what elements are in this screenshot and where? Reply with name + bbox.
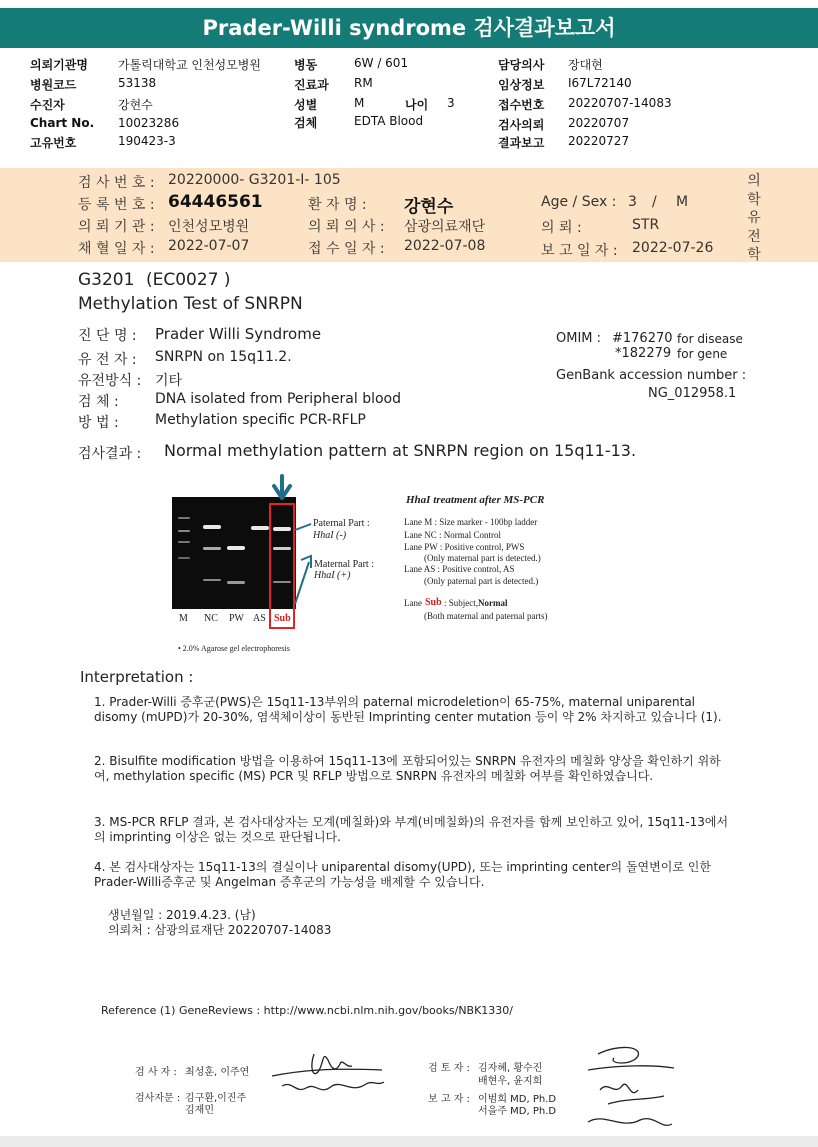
header-label-chart-no: Chart No. <box>30 116 95 130</box>
omim-disease: #176270 <box>612 331 673 346</box>
legend-line: Lane M : Size marker - 100bp ladder <box>404 517 538 527</box>
interpretation-paragraph-1: 1. Prader-Willi 증후군(PWS)은 15q11-13부위의 paternal microdeletion이 65-75%, maternal uniparental disomy (mUPD)가 20-30%, 염색체이상이 동반된 Imprinting center mutation 등이 약 2% 차지하고 있습니다 (1). <box>94 695 722 724</box>
row-value-specimen: DNA isolated from Peripheral blood <box>155 391 402 407</box>
row-value-diagnosis: Prader Willi Syndrome <box>155 325 322 343</box>
band-value-collect-date: 2022-07-07 <box>168 238 250 254</box>
header-value-age: 3 <box>447 96 455 110</box>
reviewer-value-2: 배현우, 윤지희 <box>478 1076 543 1087</box>
side-char: 학 <box>747 191 761 208</box>
legend-line: Lane PW : Positive control, PWS <box>404 542 525 552</box>
header-value-result-date: 20220727 <box>568 134 630 148</box>
row-label-diagnosis: 진 단 명 : <box>78 328 137 344</box>
header-value-patient: 강현수 <box>118 98 153 112</box>
omim-gene-note: for gene <box>677 347 728 361</box>
advisor-value-2: 김재민 <box>185 1105 214 1116</box>
band-label-test-no: 검 사 번 호 : <box>78 175 155 191</box>
header-value-ward: 6W / 601 <box>354 56 409 70</box>
band-sex-separator: / <box>652 194 657 210</box>
band-value-reg-no: 64446561 <box>168 192 263 212</box>
reviewer-value-1: 김자혜, 황수진 <box>478 1063 543 1074</box>
side-char: 전 <box>747 228 761 245</box>
lane-label-nc: NC <box>204 613 218 624</box>
test-name: Methylation Test of SNRPN <box>78 294 303 314</box>
legend-line: Lane AS : Positive control, AS <box>404 564 515 574</box>
paternal-part-label: Paternal Part : <box>313 518 370 529</box>
band-value-report-date: 2022-07-26 <box>632 240 714 256</box>
row-value-method: Methylation specific PCR-RFLP <box>155 412 366 428</box>
interpretation-title: Interpretation : <box>80 668 194 686</box>
band-side-label <box>744 172 764 265</box>
band-label-req-doctor: 의 뢰 의 사 : <box>308 219 385 235</box>
test-ec-code: (EC0027 ) <box>146 270 231 290</box>
reporter-value-2: 서을주 MD, Ph.D <box>478 1106 557 1117</box>
header-value-hospital-code: 53138 <box>118 76 157 90</box>
header-label-ward: 병동 <box>294 58 318 72</box>
gel-footnote: • 2.0% Agarose gel electrophoresis <box>178 644 290 653</box>
tester-value: 최성훈, 이주연 <box>185 1067 250 1078</box>
reviewer-signature <box>568 1040 678 1136</box>
legend-line: Lane NC : Normal Control <box>404 530 501 540</box>
interpretation-paragraph-3: 3. MS-PCR RFLP 결과, 본 검사대상자는 모계(메칠화)와 부계(비메칠화)의 유전자를 함께 보인하고 있어, 15q11-13에서의 imprinting 이상은 없는 것으로 판단됩니다. <box>94 815 729 844</box>
interpretation-paragraph-2: 2. Bisulfite modification 방법을 이용하여 15q11-13에 포함되어있는 SNRPN 유전자의 메칠화 양상을 확인하기 위하여, methylation specific (MS) PCR 및 RFLP 방법으로 SNRPN 유전자의 메칠화 여부를 확인하였습니다. <box>94 754 721 783</box>
row-label-specimen: 검 체 : <box>78 394 119 410</box>
band-value-patient: 강현수 <box>404 197 454 217</box>
band-value-receive-date: 2022-07-08 <box>404 238 486 254</box>
band-value-req-org: 인천성모병원 <box>168 219 250 235</box>
header-label-hospital-code: 병원코드 <box>30 78 77 92</box>
band-label-receive-date: 접 수 일 자 : <box>308 241 385 257</box>
result-value: Normal methylation pattern at SNRPN region on 15q11-13. <box>164 441 637 460</box>
header-label-specimen: 검체 <box>294 116 318 130</box>
test-code: G3201 <box>78 270 135 290</box>
lane-label-pw: PW <box>229 613 244 624</box>
interpretation-paragraph-4: 4. 본 검사대상자는 15q11-13의 결실이나 uniparental disomy(UPD), 또는 imprinting center의 돌연변이로 인한 Prader-Willi증후군 및 Angelman 증후군의 가능성을 배제할 수 있습니다. <box>94 860 711 889</box>
omim-disease-note: for disease <box>677 332 743 346</box>
genbank-label: GenBank accession number : <box>556 368 747 383</box>
band-value-req-doctor: 삼광의료재단 <box>404 219 486 235</box>
band-value-test-no: 20220000- G3201-I- 105 <box>168 172 341 188</box>
header-value-institution: 가톨릭대학교 인천성모병원 <box>118 58 261 72</box>
header-value-unique-no: 190423-3 <box>118 134 176 148</box>
paternal-part-enzyme: HhaI (-) <box>313 530 347 541</box>
header-label-patient: 수진자 <box>30 98 65 112</box>
header-label-institution: 의뢰기관명 <box>30 58 88 72</box>
omim-label: OMIM : <box>556 331 602 346</box>
band-value-requester: STR <box>632 217 660 233</box>
omim-gene: *182279 <box>615 346 672 361</box>
legend-sub-prefix: Lane <box>404 598 422 608</box>
band-label-patient: 환 자 명 : <box>308 197 367 213</box>
header-label-department: 진료과 <box>294 78 329 92</box>
tester-label: 검 사 자 : <box>135 1067 177 1078</box>
band-value-sex: M <box>676 194 689 210</box>
band-label-collect-date: 채 혈 일 자 : <box>78 241 155 257</box>
legend-sub-note: (Both maternal and paternal parts) <box>424 611 548 621</box>
side-char: 유 <box>747 210 761 226</box>
lane-label-as: AS <box>253 613 266 624</box>
row-label-method: 방 법 : <box>78 415 119 431</box>
reviewer-label: 검 토 자 : <box>428 1063 470 1074</box>
row-value-inheritance: 기타 <box>155 373 183 389</box>
tester-signature <box>262 1040 392 1102</box>
header-value-department: RM <box>354 76 373 90</box>
header-label-clinical-info: 임상정보 <box>498 78 545 92</box>
birth-date: 생년월일 : 2019.4.23. (남) <box>108 908 256 922</box>
row-value-gene: SNRPN on 15q11.2. <box>155 349 292 365</box>
header-label-unique-no: 고유번호 <box>30 136 77 150</box>
maternal-part-label: Maternal Part : <box>314 559 374 570</box>
band-label-report-date: 보 고 일 자 : <box>541 243 618 259</box>
header-value-doctor: 장대현 <box>568 58 603 72</box>
legend-title: HhaI treatment after MS-PCR <box>406 494 545 506</box>
report-title: Prader-Willi syndrome 검사결과보고서 <box>0 8 818 48</box>
lane-label-sub: Sub <box>274 613 291 624</box>
band-value-age: 3 <box>628 194 637 210</box>
header-label-doctor: 담당의사 <box>498 58 545 72</box>
result-label: 검사결과 : <box>78 446 142 462</box>
row-label-inheritance: 유전방식 : <box>78 373 142 389</box>
band-label-req-org: 의 뢰 기 관 : <box>78 219 155 235</box>
header-value-specimen: EDTA Blood <box>354 114 424 128</box>
band-label-reg-no: 등 록 번 호 : <box>78 197 155 213</box>
header-label-request-date: 검사의뢰 <box>498 118 545 132</box>
reference: Reference (1) GeneReviews : http://www.ncbi.nlm.nih.gov/books/NBK1330/ <box>101 1004 514 1017</box>
legend-line: (Only paternal part is detected.) <box>424 576 539 586</box>
maternal-part-enzyme: HhaI (+) <box>314 570 351 581</box>
legend-sub-result: Normal <box>478 598 508 608</box>
header-label-result-date: 결과보고 <box>498 136 545 150</box>
subject-lane-highlight <box>269 503 295 629</box>
header-value-clinical-info: I67L72140 <box>568 76 632 90</box>
reporter-label: 보 고 자 : <box>428 1094 470 1105</box>
lane-label-m: M <box>179 613 188 624</box>
side-char: 의 <box>747 173 761 189</box>
header-value-receipt-no: 20220707-14083 <box>568 96 672 110</box>
row-label-gene: 유 전 자 : <box>78 352 137 368</box>
advisor-label: 검사자문 : <box>135 1093 181 1104</box>
header-value-request-date: 20220707 <box>568 116 630 130</box>
legend-sub-lane: Sub <box>425 597 442 608</box>
side-char: 학 <box>747 247 761 263</box>
legend-sub-text: : Subject, <box>444 598 478 608</box>
header-value-chart-no: 10023286 <box>118 116 180 130</box>
band-label-age-sex: Age / Sex : <box>541 194 617 210</box>
arrow-down-icon <box>268 474 300 504</box>
footer-strip <box>0 1136 818 1147</box>
header-value-sex: M <box>354 96 365 110</box>
reporter-value-1: 이범희 MD, Ph.D <box>478 1094 557 1105</box>
advisor-value-1: 김구환,이진주 <box>185 1093 247 1104</box>
header-label-receipt-no: 접수번호 <box>498 98 545 112</box>
legend-line: (Only maternal part is detected.) <box>424 553 541 563</box>
referrer: 의뢰처 : 삼광의료재단 20220707-14083 <box>108 923 332 937</box>
band-label-requester: 의 뢰 : <box>541 220 582 236</box>
header-label-sex: 성별 <box>294 98 318 112</box>
header-label-age: 나이 <box>405 98 429 112</box>
genbank-value: NG_012958.1 <box>648 386 737 401</box>
